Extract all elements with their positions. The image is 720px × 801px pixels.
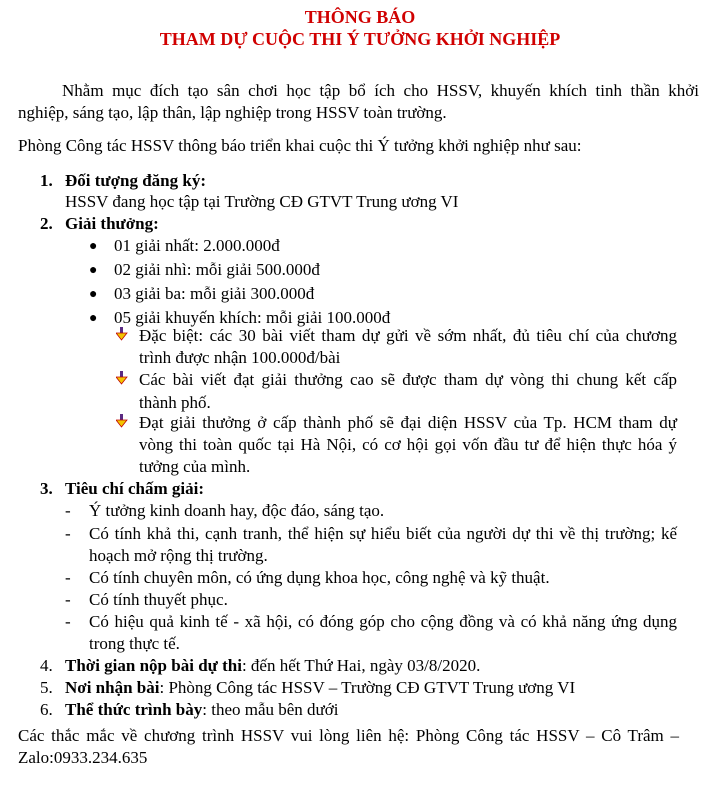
intro-announcement: Phòng Công tác HSSV thông báo triển khai cuộc thi Ý tưởng khởi nghiệp như sau: — [18, 136, 582, 155]
criteria-item: Có tính thuyết phục. — [89, 590, 228, 609]
section-heading: Đối tượng đăng ký: — [65, 171, 207, 190]
criteria-item: Ý tưởng kinh doanh hay, độc đáo, sáng tạo. — [89, 501, 385, 520]
criteria-item: Có tính khả thi, cạnh tranh, thể hiện sự hiểu biết của người dự thi về thị trường; kế — [89, 524, 677, 543]
intro-paragraph-line: Nhằm mục đích tạo sân chơi học tập bổ ích cho HSSV, khuyến khích tinh thần khởi — [62, 81, 699, 100]
criteria-item: Có tính chuyên môn, có ứng dụng khoa học, công nghệ và kỹ thuật. — [89, 568, 550, 587]
notice-subtitle: THAM DỰ CUỘC THI Ý TƯỞNG KHỞI NGHIỆP — [159, 29, 561, 49]
section-number: 1. — [40, 171, 53, 190]
list-item: 05 giải khuyến khích: mỗi giải 100.000đ — [114, 308, 391, 327]
section-number: 5. — [40, 678, 53, 697]
list-item: 02 giải nhì: mỗi giải 500.000đ — [114, 260, 320, 279]
dash-bullet: - — [65, 568, 71, 587]
section-number: 3. — [40, 479, 53, 498]
section-text: : Phòng Công tác HSSV – Trường CĐ GTVT Trung ương VI — [159, 678, 576, 697]
list-item: 01 giải nhất: 2.000.000đ — [114, 236, 280, 255]
down-arrow-icon — [116, 327, 128, 341]
section-text: HSSV đang học tập tại Trường CĐ GTVT Trung ương VI — [65, 192, 459, 211]
bullet-icon: ● — [89, 311, 98, 326]
sub-item-line: thành phố. — [139, 393, 211, 412]
section-deadline — [65, 654, 480, 677]
sub-item-line: vòng thi toàn quốc tại Hà Nội, có cơ hội gọi vốn đầu tư để hiện thực hóa ý — [139, 435, 677, 454]
section-text: : đến hết Thứ Hai, ngày 03/8/2020. — [241, 656, 481, 675]
intro-paragraph-line: nghiệp, sáng tạo, lập thân, lập nghiệp trong HSSV toàn trường. — [18, 103, 447, 122]
section-heading: Thể thức trình bày — [65, 700, 203, 719]
contact-line: Các thắc mắc về chương trình HSSV vui lòng liên hệ: Phòng Công tác HSSV – Cô Trâm – — [18, 726, 679, 745]
criteria-item: Có hiệu quả kinh tế - xã hội, có đóng góp cho cộng đồng và có khả năng ứng dụng — [89, 612, 677, 631]
dash-bullet: - — [65, 524, 71, 543]
sub-item-line: Đặc biệt: các 30 bài viết tham dự gửi về sớm nhất, đủ tiêu chí của chương — [139, 326, 677, 345]
section-number: 2. — [40, 214, 53, 233]
section-heading: Nơi nhận bài — [65, 678, 160, 697]
section-text: : theo mẫu bên dưới — [202, 700, 339, 719]
contact-zalo: Zalo:0933.234.635 — [18, 748, 148, 767]
sub-item-line: Các bài viết đạt giải thưởng cao sẽ được tham dự vòng thi chung kết cấp — [139, 370, 677, 389]
sub-item-line: Đạt giải thưởng ở cấp thành phố sẽ đại diện HSSV của Tp. HCM tham dự — [139, 413, 677, 432]
sub-item-line: tưởng của mình. — [139, 457, 251, 476]
sub-item-line: trình được nhận 100.000đ/bài — [139, 348, 341, 367]
bullet-icon: ● — [89, 263, 98, 278]
dash-bullet: - — [65, 612, 71, 631]
section-heading: Thời gian nộp bài dự thi — [65, 656, 242, 675]
section-number: 6. — [40, 700, 53, 719]
list-item: 03 giải ba: mỗi giải 300.000đ — [114, 284, 315, 303]
dash-bullet: - — [65, 590, 71, 609]
section-heading: Tiêu chí chấm giải: — [65, 479, 204, 498]
notice-title: THÔNG BÁO — [304, 7, 416, 27]
section-submission — [65, 676, 575, 699]
down-arrow-icon — [116, 414, 128, 428]
section-heading: Giải thưởng: — [65, 214, 159, 233]
bullet-icon: ● — [89, 287, 98, 302]
criteria-item-cont: hoạch mở rộng thị trường. — [89, 546, 268, 565]
bullet-icon: ● — [89, 239, 98, 254]
section-format — [65, 698, 338, 721]
criteria-item-cont: trong thực tế. — [89, 634, 180, 653]
dash-bullet: - — [65, 501, 71, 520]
section-number: 4. — [40, 656, 53, 675]
down-arrow-icon — [116, 371, 128, 385]
